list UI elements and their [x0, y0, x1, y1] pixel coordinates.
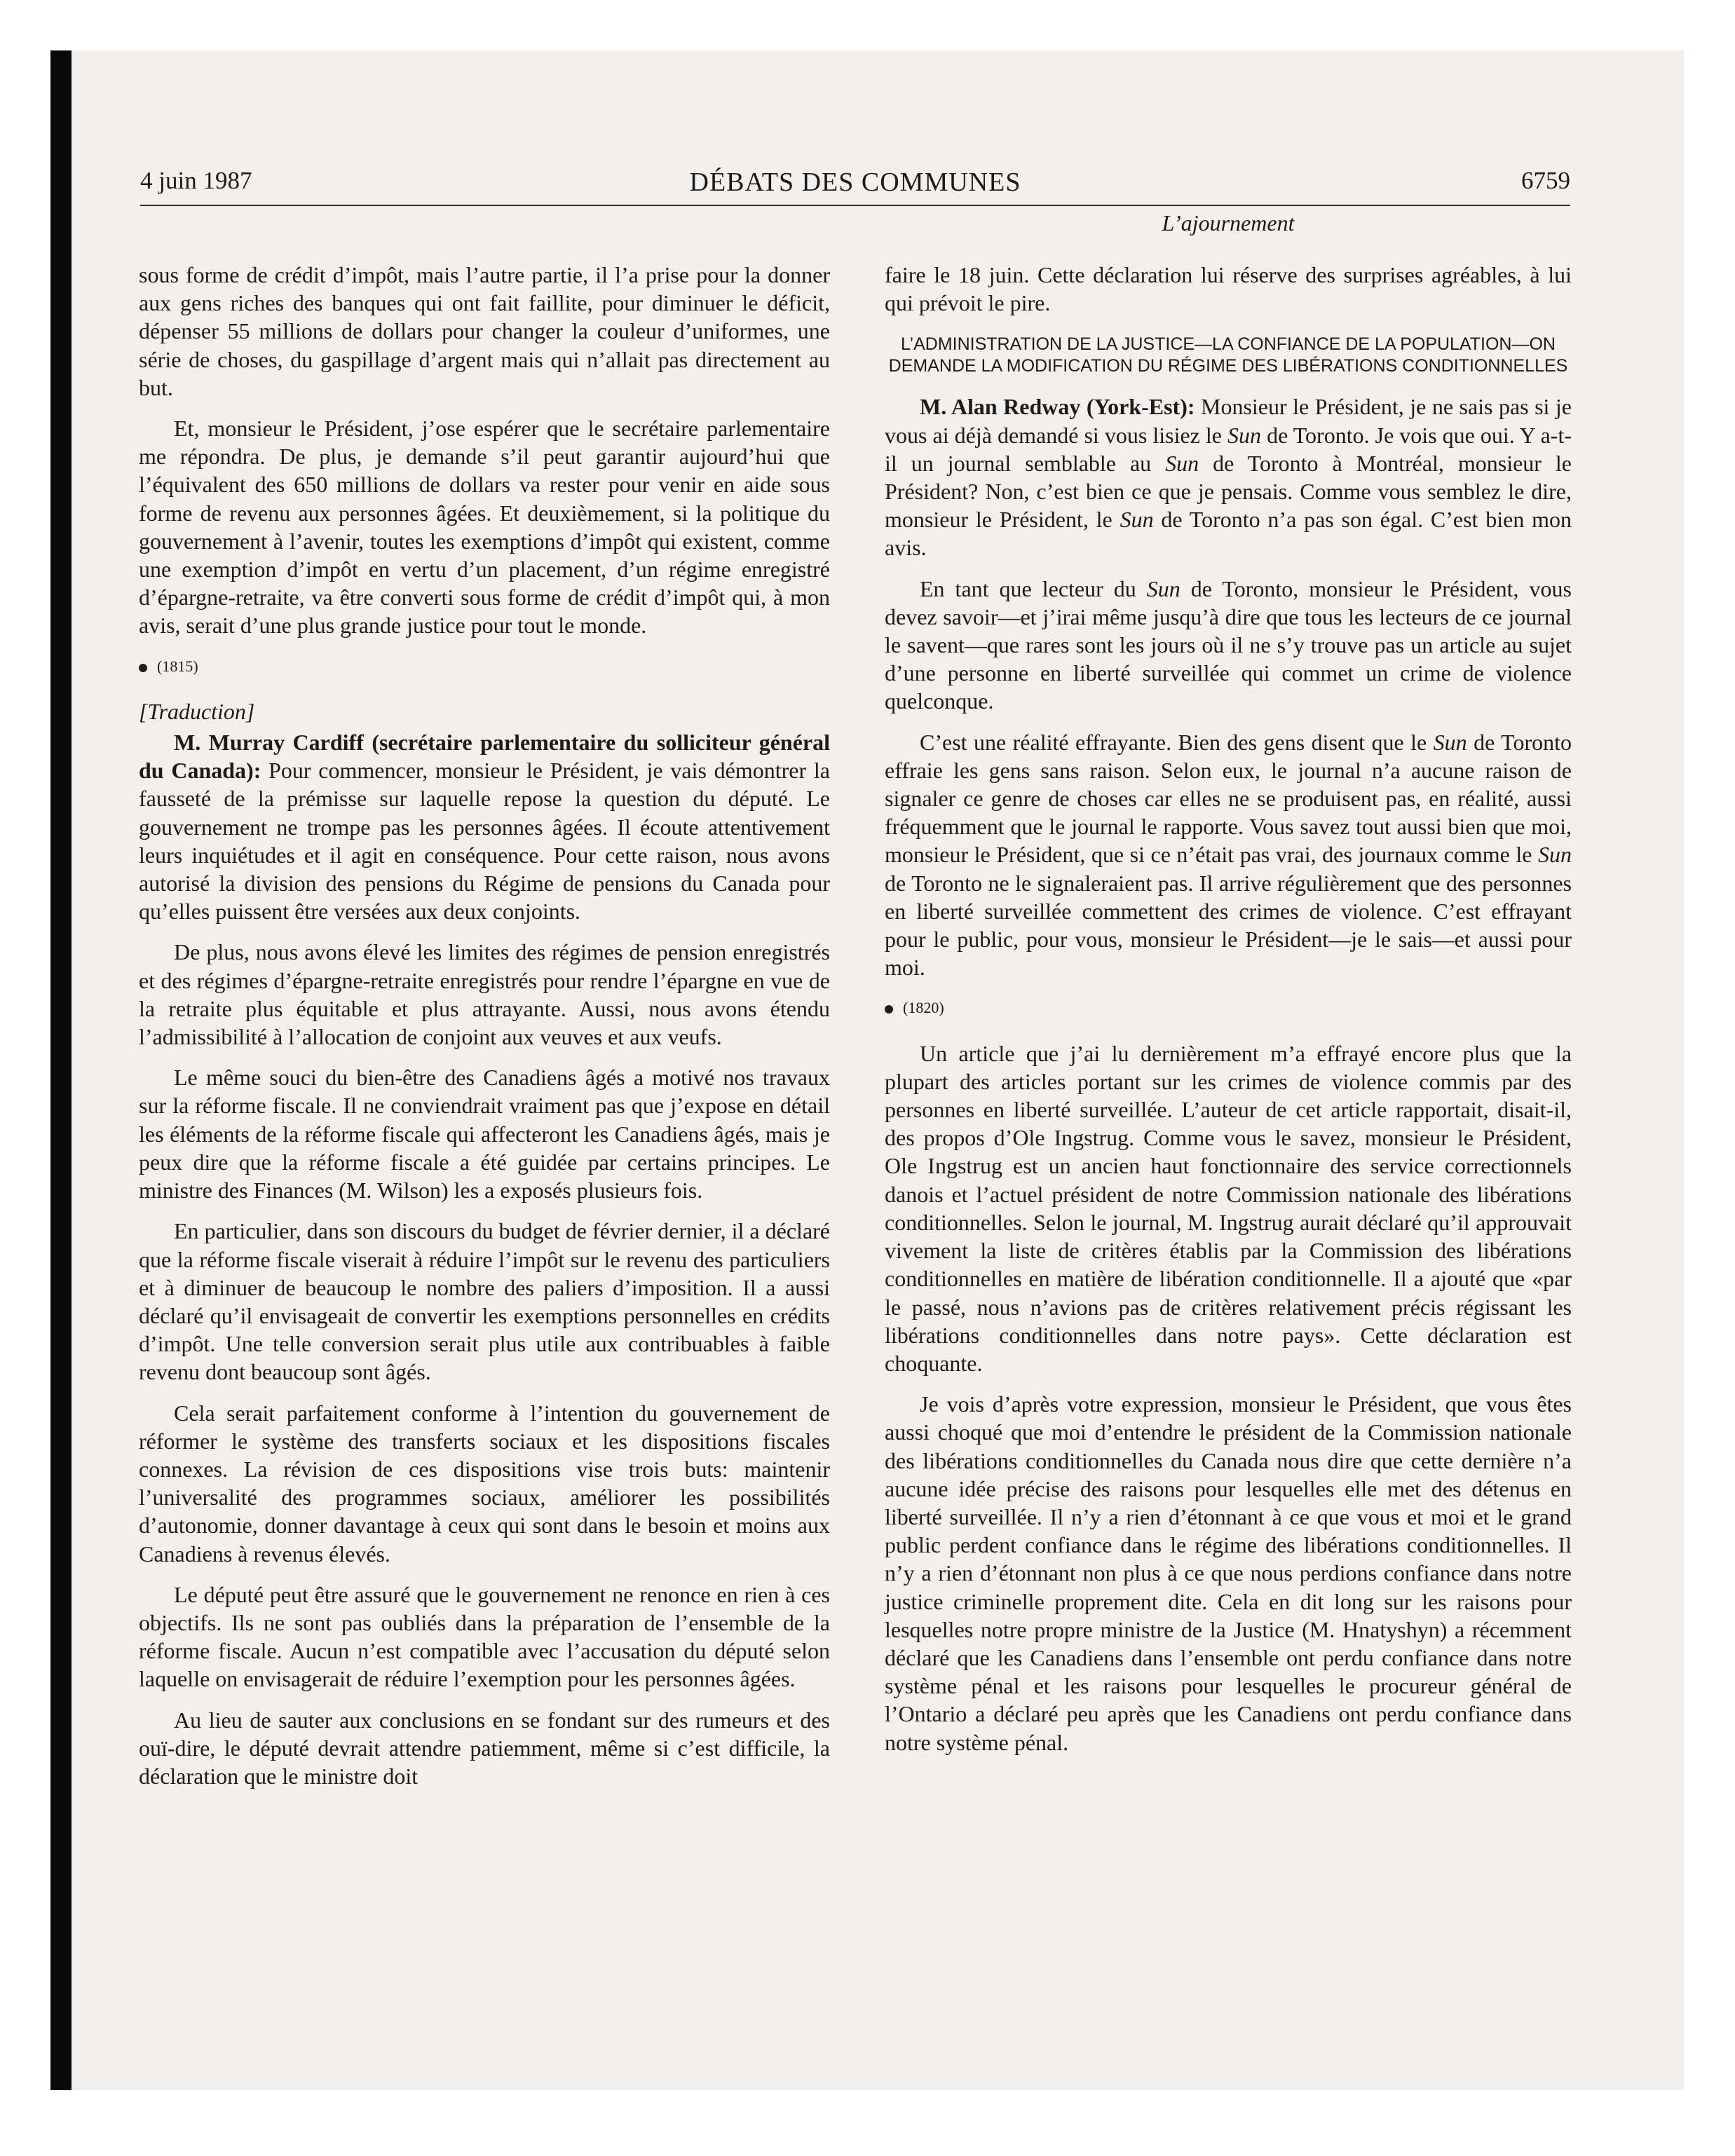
newspaper-name: Sun	[1146, 575, 1181, 601]
paragraph: De plus, nous avons élevé les limites des régimes de pension enregistrés et des régimes d’épargne-retraite enregistrés pour rendre l’épargne en vue de la retraite plus équitable et plus attrayante. Aussi, nous avons étendu l’admissibilité à l’allocation de conjoint aux veuves et aux veufs.	[139, 939, 830, 1050]
paragraph: Le même souci du bien-être des Canadiens âgés a motivé nos travaux sur la réforme fiscale. Il ne conviendrait vraiment pas que j’expose en détail les éléments de la réforme fiscale qui affecteront les Canadiens âgés, mais je peux dire que la réforme fiscale a été guidée par certains principes. Le ministre des Finances (M. Wilson) les a exposés plusieurs fois.	[139, 1065, 830, 1203]
paragraph	[885, 575, 1572, 716]
page-header	[140, 163, 1570, 206]
speech-text: de Toronto à Montréal, monsieur le Président? Non, c’est bien ce que je pensais. Comme vous semblez le dire, monsieur le Président, le	[885, 450, 1572, 533]
newspaper-name: Sun	[1165, 450, 1199, 476]
paragraph: Et, monsieur le Président, j’ose espérer que le secrétaire parlementaire me répondra. De plus, je demande s’il peut garantir aujourd’hui que l’équivalent des 650 millions de dollars va rester pour venir en aide sous forme de revenu aux personnes âgées. Et deuxièmement, si la politique du gouvernement à l’avenir, toutes les exemptions d’impôt qui existent, comme une exemption d’impôt en vertu d’un placement, d’un régime enregistré d’épargne-retraite, va être converti sous forme de crédit d’impôt qui, à mon avis, serait d’une plus grande justice pour tout le monde.	[139, 416, 830, 639]
paragraph: En particulier, dans son discours du budget de février dernier, il a déclaré que la réforme fiscale viserait à réduire l’impôt sur le revenu des particuliers et à diminuer de beaucoup le nombre des paliers d’imposition. Il a aussi déclaré qu’il envisageait de convertir les exemptions personnelles en crédits d’impôt. Une telle conversion serait plus utile aux contribuables à faible revenu dont beaucoup sont âgés.	[139, 1218, 830, 1385]
newspaper-name: Sun	[1433, 729, 1467, 755]
paragraph: Le député peut être assuré que le gouvernement ne renonce en rien à ces objectifs. Ils ne sont pas oubliés dans la préparation de l’ensemble de la réforme fiscale. Aucun n’est compatible avec l’accusation du député selon laquelle on envisagerait de réduire l’exemption pour les personnes âgées.	[139, 1581, 830, 1692]
speech-text: de Toronto n’a pas son égal. C’est bien mon avis.	[885, 507, 1572, 561]
debate-heading: L’ADMINISTRATION DE LA JUSTICE—LA CONFIANCE DE LA POPULATION—ON DEMANDE LA MODIFICATION DU RÉGIME DES LIBÉRATIONS CONDITIONNELLES	[888, 334, 1568, 376]
paragraph: sous forme de crédit d’impôt, mais l’autre partie, il l’a prise pour la donner aux gens riches des banques qui ont fait faillite, pour diminuer le déficit, dépenser 55 millions de dollars pour changer la couleur d’uniformes, une série de choses, du gaspillage d’argent mais qui n’allait pas directement au but.	[139, 262, 830, 400]
time-marker	[139, 653, 830, 681]
speech-text: de Toronto. Je vois que oui. Y a-t-il un journal semblable au	[885, 422, 1572, 476]
newspaper-name: Sun	[1227, 422, 1262, 448]
paragraph: Je vois d’après votre expression, monsieur le Président, que vous êtes aussi choqué que moi d’entendre le président de la Commission nationale des libérations conditionnelles du Canada nous dire que cette dernière n’a aucune idée précise des raisons pour lesquelles elle met des détenus en liberté surveillée. Il n’y a rien d’étonnant à ce que vous et moi et le grand public perdent confiance dans le régime des libérations conditionnelles. Il n’y a rien d’étonnant non plus à ce que nous perdions confiance dans notre justice criminelle proprement dite. Cela en dit long sur les raisons pour lesquelles notre propre ministre de la Justice (M. Hnatyshyn) a récemment déclaré que les Canadiens dans l’ensemble ont perdu confiance dans notre système pénal et les raisons pour lesquelles le procureur général de l’Ontario a déclaré peu après que les Canadiens ont perdu confiance dans notre système pénal.	[885, 1391, 1572, 1755]
section-subheader: L’ajournement	[1162, 210, 1295, 236]
scan-binding-edge	[50, 50, 72, 2090]
time-marker-label: (1820)	[903, 999, 944, 1017]
time-marker-label: (1815)	[157, 657, 198, 675]
bullet-icon	[139, 664, 147, 672]
header-date: 4 juin 1987	[140, 167, 252, 194]
paragraph: Cela serait parfaitement conforme à l’intention du gouvernement de réformer le système des transferts sociaux et les dispositions fiscales connexes. La révision de ces dispositions vise trois buts: maintenir l’universalité des programmes sociaux, améliorer les possibilités d’autonomie, donner davantage à ceux qui sont dans le besoin et moins aux Canadiens à revenus élevés.	[139, 1400, 830, 1567]
speech-text: En tant que lecteur du	[920, 575, 1147, 601]
translation-tag: [Traduction]	[139, 698, 255, 724]
newspaper-name: Sun	[1538, 842, 1572, 868]
speech-text: Monsieur le Président, je ne sais pas si je vous ai déjà demandé si vous lisiez le	[885, 394, 1572, 448]
newspaper-name: Sun	[1120, 507, 1154, 533]
left-column	[139, 261, 830, 1803]
speech-text: C’est une réalité effrayante. Bien des gens disent que le	[920, 729, 1434, 755]
paragraph	[885, 728, 1572, 982]
speaker-name: M. Murray Cardiff (secrétaire parlementaire du solliciteur général du Canada):	[139, 730, 830, 784]
paragraph: Un article que j’ai lu dernièrement m’a effrayé encore plus que la plupart des articles portant sur les crimes de violence commis par des personnes en liberté surveillée. L’auteur de cet article rapportait, disait-il, des propos d’Ole Ingstrug. Comme vous le savez, monsieur le Président, Ole Ingstrug est un ancien haut fonctionnaire des service correctionnels danois et l’actuel président de notre Commission nationale des libérations conditionnelles. Selon le journal, M. Ingstrug aurait déclaré qu’il approuvait vivement la liste de critères établis par la Commission des libérations conditionnelles en matière de libération conditionnelle. Il a ajouté que «par le passé, nous n’avions pas de critères relativement précis régissant les libérations conditionnelles dans notre pays». Cette déclaration est choquante.	[885, 1040, 1572, 1376]
paragraph: Au lieu de sauter aux conclusions en se fondant sur des rumeurs et des ouï-dire, le député devrait attendre patiemment, même si c’est difficile, la déclaration que le ministre doit	[139, 1707, 830, 1789]
scan-margin	[0, 0, 50, 2156]
paragraph: faire le 18 juin. Cette déclaration lui réserve des surprises agréables, à lui qui prévoit le pire.	[885, 262, 1572, 316]
header-page-number: 6759	[1521, 167, 1570, 194]
speaker-paragraph	[885, 393, 1572, 561]
bullet-icon	[885, 1005, 893, 1014]
speaker-name: M. Alan Redway (York-Est):	[920, 394, 1195, 420]
speech-text: Pour commencer, monsieur le Président, je vais démontrer la fausseté de la prémisse sur laquelle repose la question du député. Le gouvernement ne trompe pas les personnes âgées. Il écoute attentivement leurs inquiétudes et il agit en conséquence. Pour cette raison, nous avons autorisé la division des pensions du Régime de pensions du Canada pour qu’elles puissent être versées aux deux conjoints.	[139, 758, 831, 925]
time-marker	[885, 994, 1572, 1022]
speech-text: de Toronto, monsieur le Président, vous devez savoir—et j’irai même jusqu’à dire que tous les lecteurs de ce journal le savent—que rares sont les jours où il ne s’y trouve pas un article au sujet d’une personne en liberté surveillée qui commet un crime de violence quelconque.	[885, 575, 1572, 714]
speech-text: de Toronto ne le signaleraient pas. Il arrive régulièrement que des personnes en liberté surveillée commettent des crimes de violence. C’est effrayant pour le public, pour vous, monsieur le Président—je le sais—et aussi pour moi.	[885, 870, 1572, 981]
right-column	[885, 261, 1572, 1769]
speaker-paragraph	[139, 728, 830, 925]
header-title: DÉBATS DES COMMUNES	[689, 168, 1021, 197]
speech-text: de Toronto effraie les gens sans raison. Selon eux, le journal n’a aucune raison de signaler ce genre de choses car elles ne se produisent pas, en réalité, aussi fréquemment que le journal le rapporte. Vous savez tout aussi bien que moi, monsieur le Président, que si ce n’était pas vrai, des journaux comme le	[885, 729, 1572, 868]
